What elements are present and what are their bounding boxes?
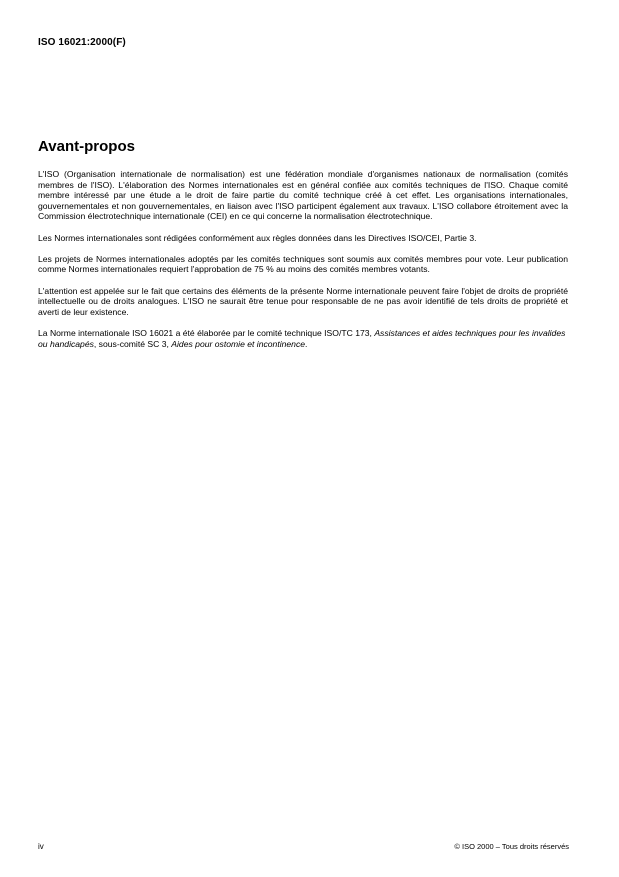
committee-text-3: . xyxy=(305,338,308,349)
foreword-body xyxy=(38,169,568,360)
document-code: ISO 16021:2000(F) xyxy=(38,37,126,48)
paragraph-drafting-rules: Les Normes internationales sont rédigées conformément aux règles données dans les Directives ISO/CEI, Partie 3. xyxy=(38,232,477,243)
paragraph-patent-rights: L'attention est appelée sur le fait que certains des éléments de la présente Norme internationale peuvent faire l'objet de droits de propriété intellectuelle ou de droits analogues. L'ISO ne saurait être tenue pour responsable de ne pas avoir identifié de tels droits de propriété et averti de leur existence. xyxy=(38,285,568,317)
section-title: Avant-propos xyxy=(38,138,135,155)
committee-text-2: , sous-comité SC 3, xyxy=(93,338,172,349)
paragraph-voting: Les projets de Normes internationales adoptés par les comités techniques sont soumis aux comités membres pour vote. Leur publication comme Normes internationales requiert l'approbation de 75 % au moins des comités membres votants. xyxy=(38,253,568,275)
copyright-notice: © ISO 2000 – Tous droits réservés xyxy=(454,842,569,851)
committee-name: Assistances et aides techniques pour les invalides ou handicapés xyxy=(38,327,566,349)
subcommittee-name: Aides pour ostomie et incontinence xyxy=(171,338,306,349)
page-number: iv xyxy=(38,842,44,851)
committee-text-1: La Norme internationale ISO 16021 a été élaborée par le comité technique ISO/TC 173, xyxy=(38,327,375,338)
paragraph-iso-organisation: L'ISO (Organisation internationale de normalisation) est une fédération mondiale d'organismes nationaux de normalisation (comités membres de l'ISO). L'élaboration des Normes internationales est en général confiée aux comités techniques de l'ISO. Chaque comité membre intéressé par une étude a le droit de faire partie du comité technique créé à cet effet. Les organisations internationales, gouvernementales et non gouvernementales, en liaison avec l'ISO participent également aux travaux. L'ISO collabore étroitement avec la Commission électrotechnique internationale (CEI) en ce qui concerne la normalisation électrotechnique. xyxy=(38,169,568,222)
paragraph-committee xyxy=(38,328,568,349)
